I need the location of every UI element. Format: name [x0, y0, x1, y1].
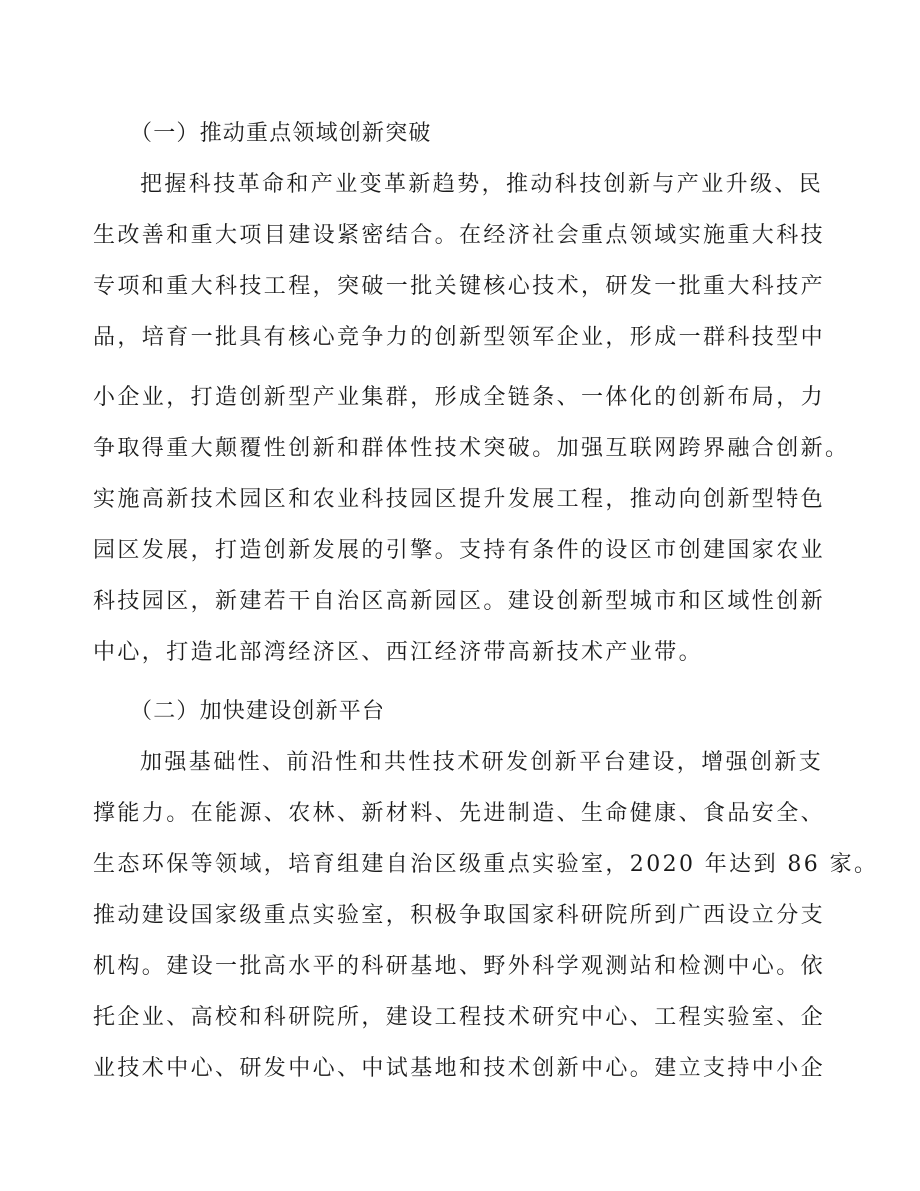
- paragraph-line: 加强基础性、前沿性和共性技术研发创新平台建设，增强创新支: [140, 750, 824, 775]
- paragraph-line: 科技园区，新建若干自治区高新园区。建设创新型城市和区域性创新: [93, 589, 826, 614]
- paragraph-line: 推动建设国家级重点实验室，积极争取国家科研院所到广西设立分支: [93, 903, 826, 928]
- paragraph-line: 品，培育一批具有核心竞争力的创新型领军企业，形成一群科技型中: [93, 325, 826, 350]
- paragraph-line: 把握科技革命和产业变革新趋势，推动科技创新与产业升级、民: [140, 172, 824, 197]
- paragraph-line: 生态环保等领域，培育组建自治区级重点实验室，2020 年达到 86 家。: [93, 852, 879, 877]
- paragraph-line: 园区发展，打造创新发展的引擎。支持有条件的设区市创建国家农业: [93, 538, 826, 563]
- paragraph-line: 小企业，打造创新型产业集群，形成全链条、一体化的创新布局，力: [93, 385, 826, 410]
- paragraph-line: 争取得重大颠覆性创新和群体性技术突破。加强互联网跨界融合创新。: [93, 436, 850, 461]
- paragraph-line: 专项和重大科技工程，突破一批关键核心技术，研发一批重大科技产: [93, 274, 826, 299]
- paragraph-line: 实施高新技术园区和农业科技园区提升发展工程，推动向创新型特色: [93, 487, 826, 512]
- section-heading-1: （一）推动重点领域创新突破: [130, 121, 432, 146]
- paragraph-line: 中心，打造北部湾经济区、西江经济带高新技术产业带。: [93, 640, 704, 665]
- paragraph-line: 生改善和重大项目建设紧密结合。在经济社会重点领域实施重大科技: [93, 223, 826, 248]
- paragraph-line: 业技术中心、研发中心、中试基地和技术创新中心。建立支持中小企: [93, 1056, 826, 1081]
- paragraph-line: 托企业、高校和科研院所，建设工程技术研究中心、工程实验室、企: [93, 1005, 826, 1030]
- paragraph-line: 机构。建设一批高水平的科研基地、野外科学观测站和检测中心。依: [93, 954, 826, 979]
- section-heading-2: （二）加快建设创新平台: [130, 699, 386, 724]
- paragraph-line: 撑能力。在能源、农林、新材料、先进制造、生命健康、食品安全、: [93, 801, 826, 826]
